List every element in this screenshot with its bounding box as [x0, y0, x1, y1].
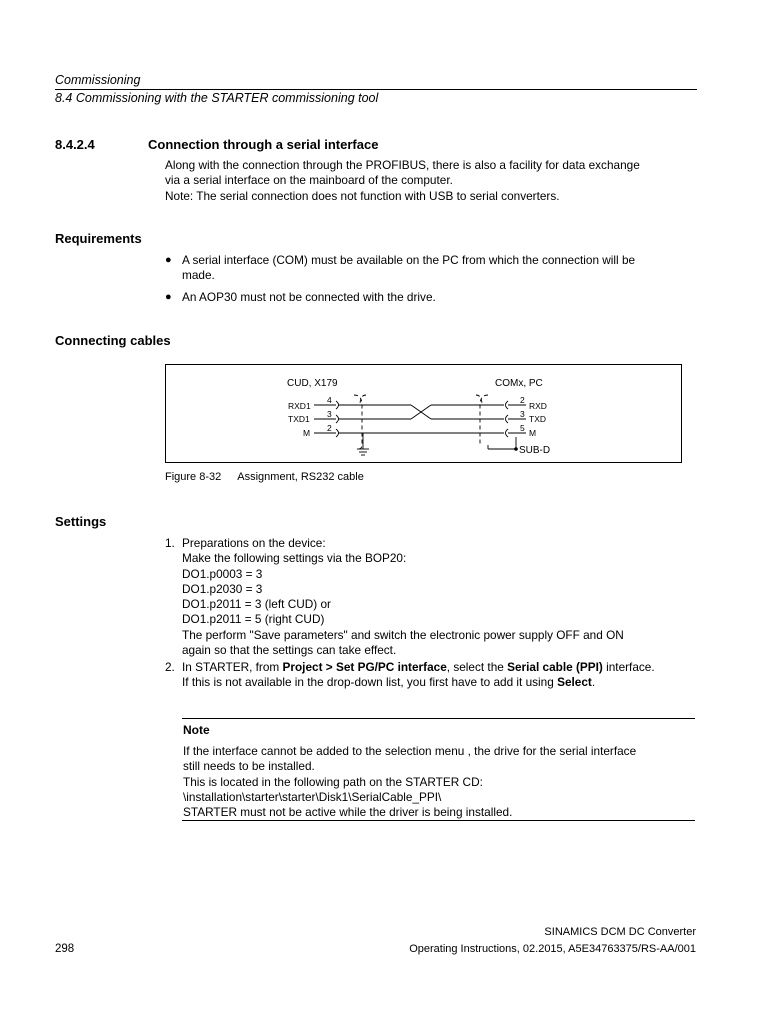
- note-line: If the interface cannot be added to the selection menu , the drive for the serial interface: [183, 744, 637, 758]
- note-line: \installation\starter\starter\Disk1\SerialCable_PPI\: [183, 789, 442, 804]
- right-signal-label: M: [529, 428, 537, 438]
- step-number: 2.: [165, 660, 175, 674]
- right-pin-number: 5: [520, 423, 525, 433]
- requirements-heading: Requirements: [55, 231, 142, 246]
- menu-path: Project > Set PG/PC interface: [282, 660, 447, 674]
- note-title: Note: [183, 723, 210, 737]
- note-line: still needs to be installed.: [183, 759, 315, 774]
- caption-title: Assignment, RS232 cable: [237, 471, 364, 483]
- note-body: [183, 744, 695, 820]
- left-pin-number: 4: [327, 395, 332, 405]
- list-item-text: made.: [182, 268, 215, 283]
- left-signal-label: M: [303, 428, 311, 438]
- header-rule: [55, 89, 697, 90]
- left-connector-title: CUD, X179: [287, 378, 338, 389]
- interface-name: Serial cable (PPI): [507, 660, 603, 674]
- right-connector-title: COMx, PC: [495, 378, 543, 389]
- page-number: 298: [55, 943, 75, 955]
- right-signal-label: TXD: [529, 414, 546, 424]
- step-line: In STARTER, from Project > Set PG/PC interface, select the Serial cable (PPI) interface.: [182, 660, 655, 674]
- caption-number: Figure 8-32: [165, 471, 222, 483]
- right-pin-number: 3: [520, 409, 525, 419]
- intro-line: via a serial interface on the mainboard of the computer.: [165, 173, 453, 188]
- intro-line: Along with the connection through the PROFIBUS, there is also a facility for data exchange: [165, 158, 640, 172]
- select-command: Select: [557, 675, 592, 690]
- step-line: Preparations on the device:: [182, 536, 326, 550]
- note-top-rule: [182, 718, 695, 719]
- right-pin-number: 2: [520, 395, 525, 405]
- step-line: Make the following settings via the BOP20:: [182, 551, 407, 566]
- left-signal-label: TXD1: [288, 414, 310, 424]
- footer-product: SINAMICS DCM DC Converter: [544, 926, 696, 938]
- section-title: Connection through a serial interface: [148, 137, 379, 152]
- bullet-icon: ●: [165, 254, 172, 266]
- step-number: 1.: [165, 536, 175, 550]
- figure-caption: [165, 471, 364, 483]
- step-line: If this is not available in the drop-down list, you first have to add it using Select.: [182, 675, 596, 690]
- step-line: again so that the settings can take effect.: [182, 643, 397, 658]
- section-intro: [165, 158, 695, 204]
- note-line: STARTER must not be active while the driver is being installed.: [183, 805, 513, 820]
- note-line: This is located in the following path on the STARTER CD:: [183, 774, 483, 789]
- intro-line: Note: The serial connection does not function with USB to serial converters.: [165, 188, 560, 203]
- step-line: The perform "Save parameters" and switch the electronic power supply OFF and ON: [182, 627, 624, 642]
- connecting-cables-heading: Connecting cables: [55, 333, 171, 348]
- settings-heading: Settings: [55, 514, 107, 529]
- rs232-cable-diagram: [165, 364, 682, 463]
- connector-type-label: SUB-D: [519, 445, 551, 456]
- left-signal-label: RXD1: [288, 401, 311, 411]
- step-line: DO1.p2011 = 5 (right CUD): [182, 612, 325, 627]
- step-line: DO1.p2030 = 3: [182, 581, 263, 596]
- footer-document: Operating Instructions, 02.2015, A5E34763375/RS-AA/001: [409, 943, 696, 955]
- bullet-icon: ●: [165, 291, 172, 303]
- left-pin-number: 2: [327, 423, 332, 433]
- list-item-text: An AOP30 must not be connected with the drive.: [182, 290, 436, 304]
- section-number: 8.4.2.4: [55, 137, 95, 152]
- step-line: DO1.p0003 = 3: [182, 566, 263, 581]
- running-header-section: 8.4 Commissioning with the STARTER commissioning tool: [55, 91, 379, 105]
- running-header-chapter: Commissioning: [55, 73, 141, 87]
- left-pin-number: 3: [327, 409, 332, 419]
- list-item-text: A serial interface (COM) must be available on the PC from which the connection will be: [182, 253, 636, 267]
- note-bottom-rule: [182, 820, 695, 821]
- right-signal-label: RXD: [529, 401, 547, 411]
- step-line: DO1.p2011 = 3 (left CUD) or: [182, 597, 331, 612]
